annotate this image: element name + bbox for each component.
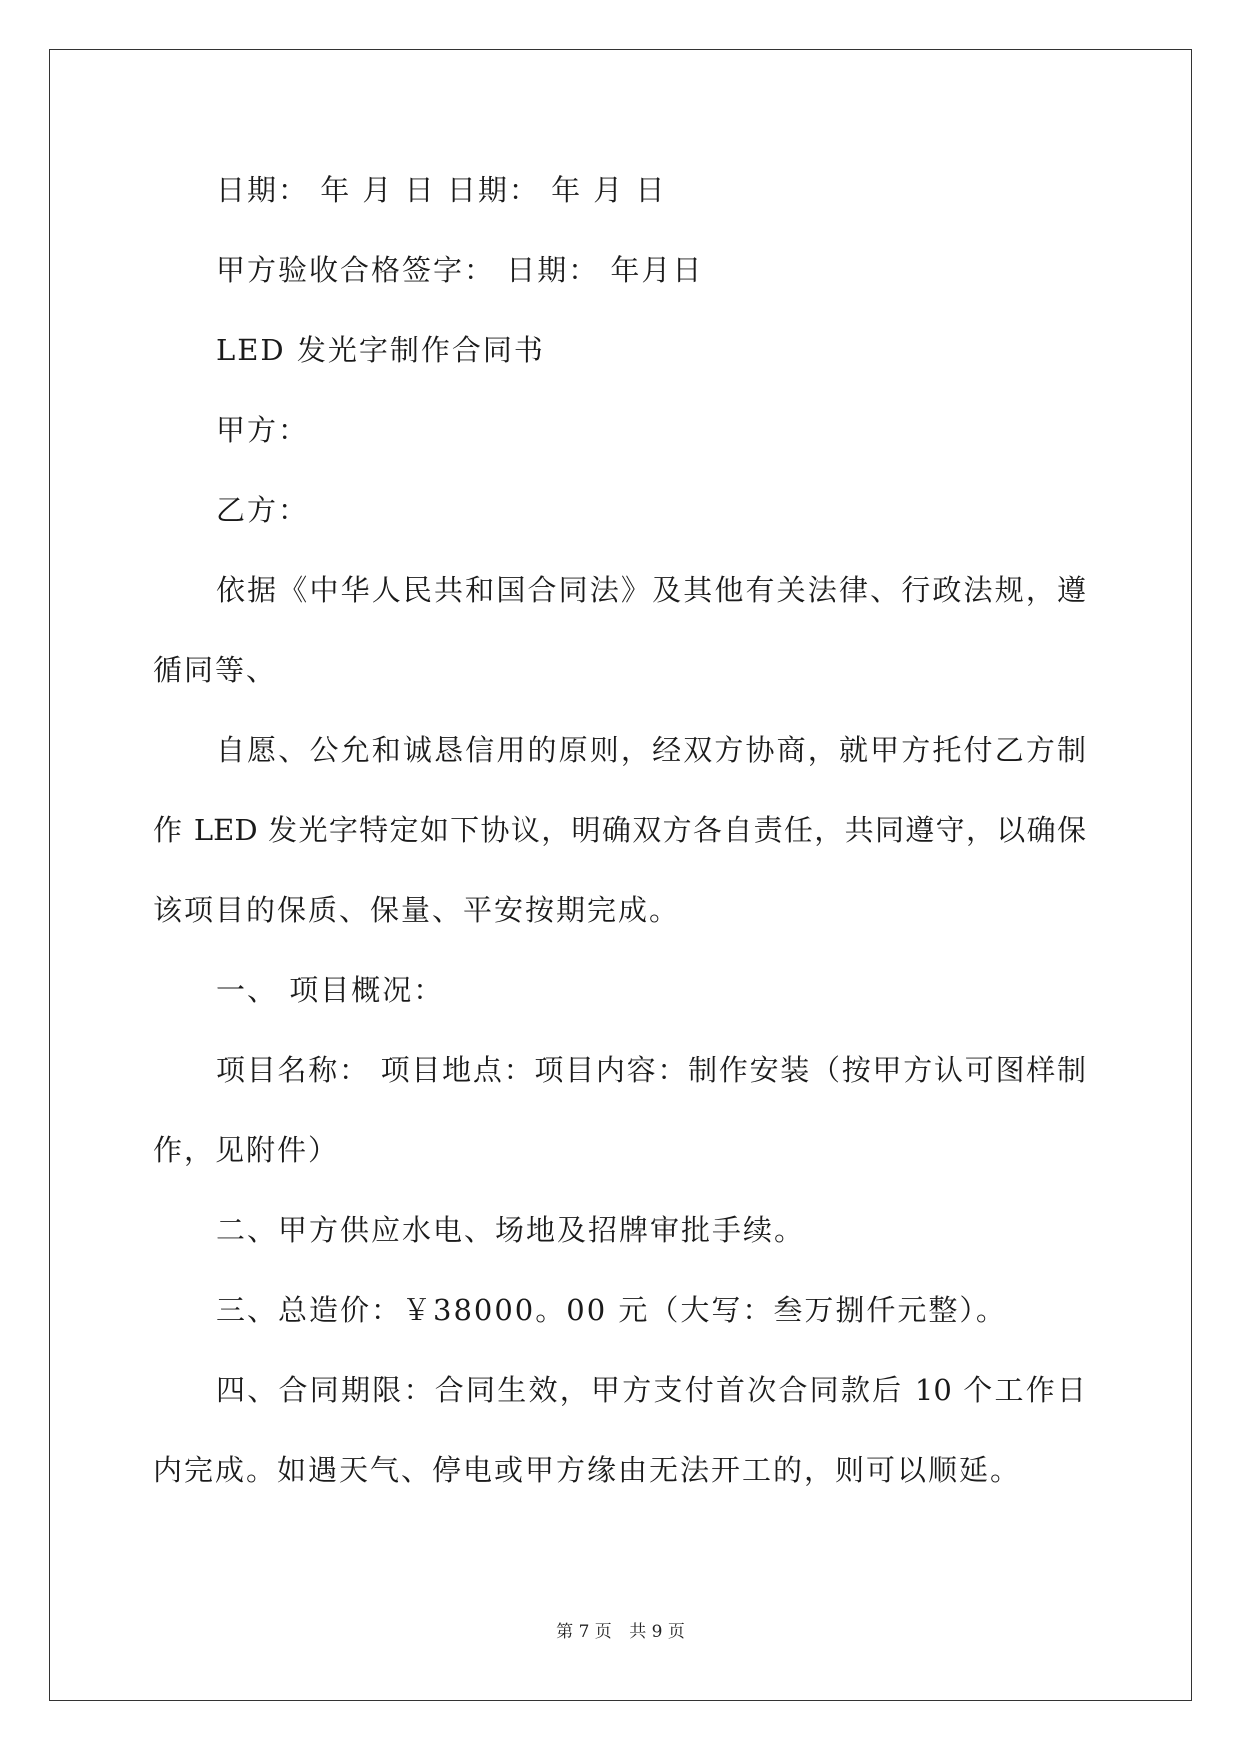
paragraph-line: 该项目的保质、保量、平安按期完成。 bbox=[153, 893, 681, 927]
paragraph-line: 自愿、公允和诚恳信用的原则，经双方协商，就甲方托付乙方制 bbox=[216, 733, 1086, 767]
signature-line: 甲方验收合格签字： 日期： 年月日 bbox=[216, 253, 704, 287]
paragraph-line: 项目名称： 项目地点：项目内容：制作安装（按甲方认可图样制 bbox=[216, 1053, 1086, 1087]
paragraph-line: 作，见附件） bbox=[153, 1133, 340, 1167]
contract-title: LED 发光字制作合同书 bbox=[216, 333, 545, 367]
party-a-line: 甲方： bbox=[216, 413, 310, 447]
party-b-line: 乙方： bbox=[216, 493, 310, 527]
page-total: 共 9 页 bbox=[629, 1622, 685, 1642]
paragraph-line: 循同等、 bbox=[153, 653, 278, 687]
paragraph-line: 作 LED 发光字特定如下协议，明确双方各自责任，共同遵守，以确保 bbox=[153, 813, 1086, 847]
paragraph-line: 内完成。如遇天气、停电或甲方缘由无法开工的，则可以顺延。 bbox=[153, 1453, 1022, 1487]
paragraph-line: 依据《中华人民共和国合同法》及其他有关法律、行政法规，遵 bbox=[216, 573, 1086, 607]
page-number: 第 7 页 bbox=[556, 1622, 612, 1642]
page-footer bbox=[0, 1620, 1241, 1644]
paragraph-line: 二、甲方供应水电、场地及招牌审批手续。 bbox=[216, 1213, 806, 1247]
paragraph-line: 三、总造价：￥38000。00 元（大写：叁万捌仟元整）。 bbox=[216, 1293, 1007, 1327]
date-line: 日期： 年 月 日 日期： 年 月 日 bbox=[216, 173, 667, 207]
paragraph-line: 四、合同期限：合同生效，甲方支付首次合同款后 10 个工作日 bbox=[216, 1373, 1086, 1407]
section-heading: 一、 项目概况： bbox=[216, 973, 445, 1007]
